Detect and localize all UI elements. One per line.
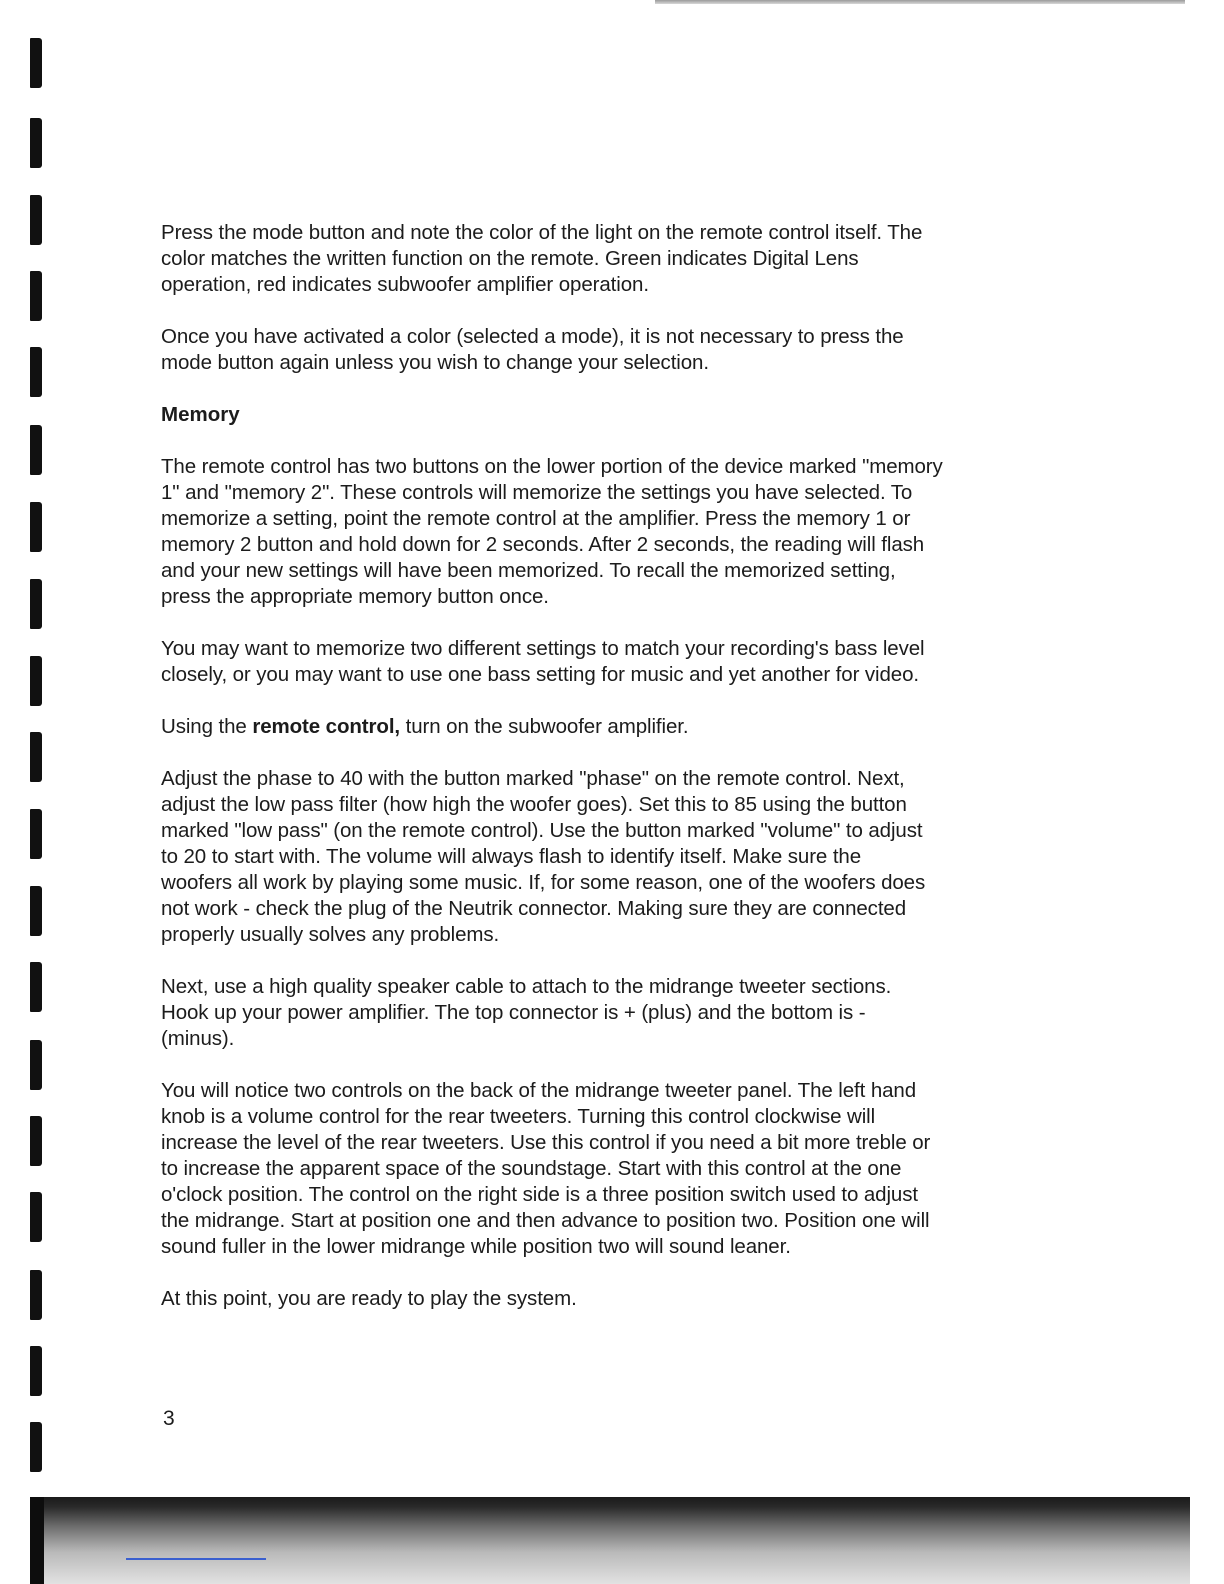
paragraph-rear-controls: You will notice two controls on the back of the midrange tweeter panel. The left hand knob is a volume control for the rear tweeters. Turning this control clockwise will increase the level of the rear tweeters. Use this control if you need a bit more treble or to increase the apparent space of the soundstage. Start with this control at the one o'clock position. The control on the right side is a three position switch used to adjust the midrange. Start at position one and then advance to position two. Position one will sound fuller in the lower midrange while position two will sound leaner. xyxy=(161,1079,931,1258)
binding-hole xyxy=(30,195,42,245)
binding-hole xyxy=(30,579,42,629)
binding-hole xyxy=(30,118,42,168)
binding-hole xyxy=(30,656,42,706)
binding-hole xyxy=(30,886,42,936)
binding-hole xyxy=(30,425,42,475)
binding-hole xyxy=(30,1040,42,1090)
binding-hole xyxy=(30,271,42,321)
scan-blue-mark xyxy=(126,1558,266,1560)
binding-hole xyxy=(30,347,42,397)
text-bold-remote-control: remote control, xyxy=(252,715,401,738)
binding-hole xyxy=(30,1116,42,1166)
scan-bottom-edge xyxy=(30,1497,44,1584)
binding-hole xyxy=(30,502,42,552)
paragraph-mode-button: Press the mode button and note the color of the light on the remote control itself. The color matches the written function on the remote. Green indicates Digital Lens operation, red indicates subwoofer amplifier operation. xyxy=(161,221,923,296)
text-suffix: turn on the subwoofer amplifier. xyxy=(400,715,689,738)
binding-hole xyxy=(30,1270,42,1320)
binding-hole xyxy=(30,732,42,782)
binding-hole xyxy=(30,962,42,1012)
binding-holes xyxy=(30,0,44,1584)
paragraph-memory-buttons: The remote control has two buttons on the lower portion of the device marked "memory 1" and "memory 2". These controls will memorize the settings you have selected. To memorize a setting, point the remote control at the amplifier. Press the memory 1 or memory 2 button and hold down for 2 seconds. After 2 seconds, the reading will flash and your new settings will have been memorized. To recall the memorized setting, press the appropriate memory button once. xyxy=(161,455,943,608)
binding-hole xyxy=(30,1192,42,1242)
binding-hole xyxy=(30,1346,42,1396)
paragraph-remote-power xyxy=(161,714,1081,740)
scan-bottom-shadow xyxy=(30,1497,1190,1584)
text-prefix: Using the xyxy=(161,715,253,738)
paragraph-adjust-phase: Adjust the phase to 40 with the button marked "phase" on the remote control. Next, adjust the low pass filter (how high the woofer goes). Set this to 85 using the button marked "low pass" (on the remote control). Use the button marked "volume" to adjust to 20 to start with. The volume will always flash to identify itself. Make sure the woofers all work by playing some music. If, for some reason, one of the woofers does not work - check the plug of the Neutrik connector. Making sure they are connected properly usually solves any problems. xyxy=(161,767,926,946)
binding-hole xyxy=(30,1422,42,1472)
paragraph-mode-selection: Once you have activated a color (selected a mode), it is not necessary to press the mode button again unless you wish to change your selection. xyxy=(161,325,904,374)
scan-top-edge xyxy=(655,0,1185,4)
binding-hole xyxy=(30,38,42,88)
paragraph-speaker-cable: Next, use a high quality speaker cable to attach to the midrange tweeter sections. Hook up your power amplifier. The top connector is + (plus) and the bottom is - (minus). xyxy=(161,975,892,1050)
section-heading-memory: Memory xyxy=(161,403,240,426)
paragraph-ready: At this point, you are ready to play the system. xyxy=(161,1287,577,1310)
page-body xyxy=(161,220,1081,1338)
page-number: 3 xyxy=(163,1407,175,1430)
paragraph-memory-usage: You may want to memorize two different settings to match your recording's bass level closely, or you may want to use one bass setting for music and yet another for video. xyxy=(161,637,925,686)
binding-hole xyxy=(30,809,42,859)
